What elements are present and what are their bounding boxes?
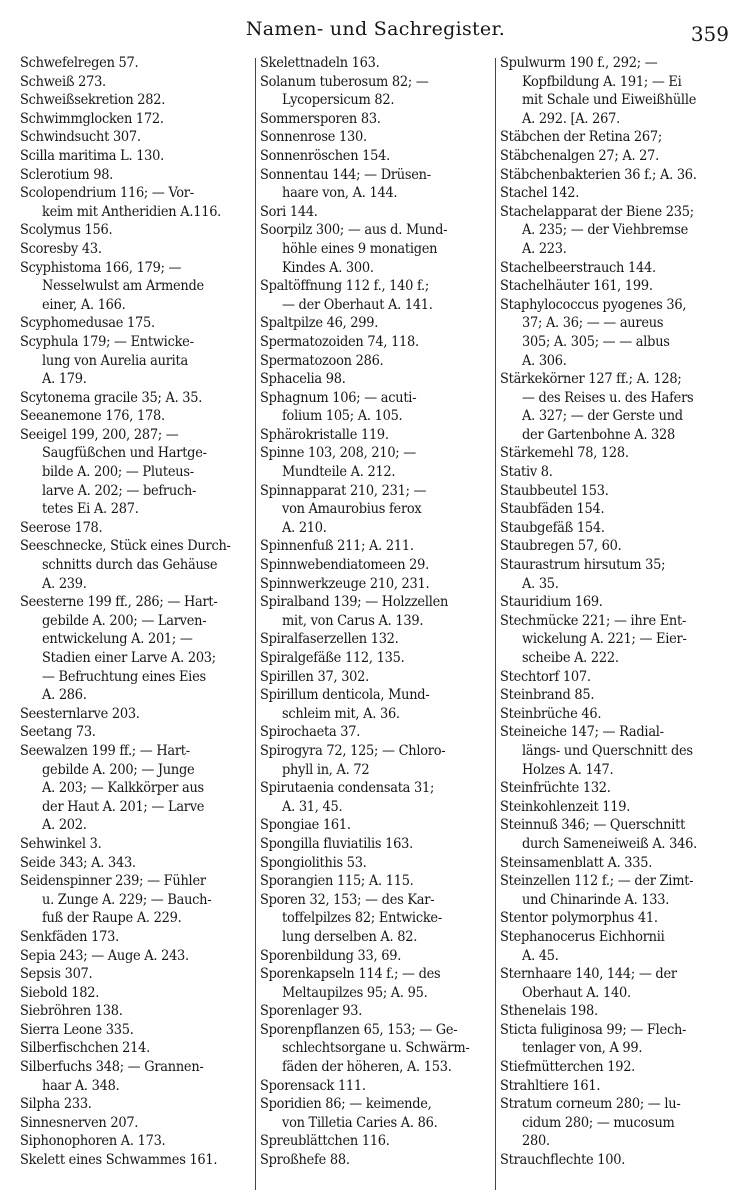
index-entry: Seetang 73. (20, 724, 96, 741)
index-entry-continuation: cidum 280; — mucosum (522, 1114, 675, 1131)
column-divider (255, 58, 256, 1190)
index-entry: Stachelhäuter 161, 199. (500, 278, 653, 295)
index-entry: Scolopendrium 116; — Vor- (20, 185, 194, 202)
index-entry-continuation: durch Sameneiweiß A. 346. (522, 835, 697, 852)
index-entry: Spermatozoon 286. (260, 352, 384, 369)
index-entry: Sinnesnerven 207. (20, 1114, 139, 1131)
index-entry: Spirillen 37, 302. (260, 668, 370, 685)
index-entry-continuation: A. 327; — der Gerste und (522, 408, 683, 425)
index-entry: Stativ 8. (500, 464, 553, 481)
index-entry: Seide 343; A. 343. (20, 854, 136, 871)
index-entry-continuation: Meltaupilzes 95; A. 95. (282, 984, 428, 1001)
index-entry: Staubgefäß 154. (500, 519, 605, 536)
index-entry-continuation: — der Oberhaut A. 141. (282, 296, 433, 313)
index-entry-continuation: A. 239. (42, 575, 87, 592)
index-entry: Staphylococcus pyogenes 36, (500, 296, 687, 313)
index-entry: Spiralband 139; — Holzzellen (260, 594, 449, 611)
index-entry: Spaltöffnung 112 f., 140 f.; (260, 278, 429, 295)
index-entry: Spiralfaserzellen 132. (260, 631, 399, 648)
index-entry-continuation: von Amaurobius ferox (282, 501, 422, 518)
index-entry: Spirutaenia condensata 31; (260, 780, 435, 797)
index-entry: Sporenbildung 33, 69. (260, 947, 402, 964)
index-entry: Schwindsucht 307. (20, 129, 141, 146)
index-entry: Sepia 243; — Auge A. 243. (20, 947, 189, 964)
index-entry: Staubbeutel 153. (500, 482, 609, 499)
index-column-2 (260, 54, 486, 1194)
index-entry: Steinkohlenzeit 119. (500, 798, 631, 815)
index-entry: Sporen 32, 153; — des Kar- (260, 891, 435, 908)
index-entry-continuation: — des Reises u. des Hafers (522, 389, 694, 406)
index-entry: Spinnwebendiatomeen 29. (260, 557, 430, 574)
index-entry: Stäbchen der Retina 267; (500, 129, 662, 146)
index-entry: Skelettnadeln 163. (260, 55, 380, 71)
index-entry: Sclerotium 98. (20, 166, 114, 183)
index-entry: Sonnentau 144; — Drüsen- (260, 166, 431, 183)
index-entry-continuation: toffelpilzes 82; Entwicke- (282, 910, 442, 927)
index-entry: Steinzellen 112 f.; — der Zimt- (500, 873, 694, 890)
index-entry: Siebröhren 138. (20, 1003, 123, 1020)
index-entry-continuation: Oberhaut A. 140. (522, 984, 631, 1001)
index-entry: Schweiß 273. (20, 73, 106, 90)
index-entry-continuation: A. 223. (522, 240, 567, 257)
index-entry-continuation: A. 35. (522, 575, 559, 592)
index-entry: Solanum tuberosum 82; — (260, 73, 429, 90)
index-column-1 (20, 54, 248, 1194)
index-entry: Stiefmütterchen 192. (500, 1059, 636, 1076)
index-entry: Spreublättchen 116. (260, 1133, 390, 1150)
index-entry: Sommersporen 83. (260, 110, 381, 127)
index-entry: Sporenlager 93. (260, 1003, 363, 1020)
index-entry: Seesterne 199 ff., 286; — Hart- (20, 594, 218, 611)
index-entry-continuation: A. 203; — Kalkkörper aus (42, 780, 204, 797)
index-entry: Seewalzen 199 ff.; — Hart- (20, 742, 190, 759)
index-entry-continuation: schnitts durch das Gehäuse (42, 557, 218, 574)
index-entry-continuation: gebilde A. 200; — Junge (42, 761, 195, 778)
index-entry: Sonnenröschen 154. (260, 147, 390, 164)
index-entry: Spinne 103, 208, 210; — (260, 445, 416, 462)
index-entry-continuation: gebilde A. 200; — Larven- (42, 612, 207, 629)
index-entry-continuation: A. 179. (42, 371, 87, 388)
index-entry-continuation: A. 235; — der Viehbremse (522, 222, 689, 239)
index-entry: Scytonema gracile 35; A. 35. (20, 389, 203, 406)
index-entry-continuation: wickelung A. 221; — Eier- (522, 631, 687, 648)
index-entry-continuation: entwickelung A. 201; — (42, 631, 193, 648)
index-entry-continuation: 305; A. 305; — — albus (522, 333, 670, 350)
index-entry: Scilla maritima L. 130. (20, 147, 165, 164)
index-entry: Sphagnum 106; — acuti- (260, 389, 417, 406)
index-entry: Stephanocerus Eichhornii (500, 928, 665, 945)
index-entry-continuation: A. 306. (522, 352, 567, 369)
index-entry: Stechmücke 221; — ihre Ent- (500, 612, 687, 629)
index-entry-continuation: der Haut A. 201; — Larve (42, 798, 205, 815)
index-entry: Silpha 233. (20, 1096, 92, 1113)
index-entry-continuation: A. 31, 45. (282, 798, 343, 815)
index-entry: Sonnenrose 130. (260, 129, 367, 146)
running-header (20, 14, 731, 48)
index-entry: Steinbrüche 46. (500, 705, 602, 722)
index-entry: Stäbchenalgen 27; A. 27. (500, 147, 660, 164)
index-entry-continuation: scheibe A. 222. (522, 650, 619, 666)
index-entry: Sporensack 111. (260, 1077, 366, 1094)
index-entry-continuation: u. Zunge A. 229; — Bauch- (42, 891, 212, 908)
index-entry: Staurastrum hirsutum 35; (500, 557, 666, 574)
index-entry: Sierra Leone 335. (20, 1021, 134, 1038)
index-entry-continuation: keim mit Antheridien A.116. (42, 203, 222, 220)
index-entry-continuation: — Befruchtung eines Eies (42, 668, 206, 685)
index-entry: Spinnapparat 210, 231; — (260, 482, 427, 499)
index-entry: Steinsamenblatt A. 335. (500, 854, 653, 871)
index-entry: Silberfischchen 214. (20, 1040, 150, 1057)
index-entry-continuation: Saugfüßchen und Hartge- (42, 445, 207, 462)
index-entry-continuation: haar A. 348. (42, 1077, 120, 1094)
index-entry-continuation: schleim mit, A. 36. (282, 705, 400, 722)
running-title: Namen- und Sachregister. (245, 18, 506, 40)
column-divider (495, 58, 496, 1190)
index-entry: Steineiche 147; — Radial- (500, 724, 664, 741)
index-entry-continuation: höhle eines 9 monatigen (282, 240, 438, 257)
index-entry: Spinnenfuß 211; A. 211. (260, 538, 414, 555)
index-entry: Scolymus 156. (20, 222, 113, 239)
index-entry: Spirogyra 72, 125; — Chloro- (260, 742, 446, 759)
index-entry: Sternhaare 140, 144; — der (500, 966, 677, 983)
index-entry: Schwefelregen 57. (20, 55, 139, 71)
index-entry-continuation: und Chinarinde A. 133. (522, 891, 670, 908)
index-entry: Schwimmglocken 172. (20, 110, 164, 127)
index-entry-continuation: bilde A. 200; — Pluteus- (42, 464, 194, 481)
index-entry-continuation: A. 286. (42, 687, 87, 704)
index-entry: Strauchflechte 100. (500, 1152, 626, 1169)
index-entry: Senkfäden 173. (20, 928, 119, 945)
index-entry: Sporidien 86; — keimende, (260, 1096, 432, 1113)
index-entry-continuation: 37; A. 36; — — aureus (522, 315, 664, 332)
index-entry: Sori 144. (260, 203, 318, 220)
index-entry: Stäbchenbakterien 36 f.; A. 36. (500, 166, 697, 183)
index-entry: Strahltiere 161. (500, 1077, 601, 1094)
index-column-3 (500, 54, 734, 1194)
index-entry: Siebold 182. (20, 984, 100, 1001)
index-entry: Spongiolithis 53. (260, 854, 367, 871)
index-entry-continuation: mit Schale und Eiweißhülle (522, 92, 697, 109)
index-entry: Spulwurm 190 f., 292; — (500, 55, 658, 71)
index-entry: Sporenpflanzen 65, 153; — Ge- (260, 1021, 458, 1038)
index-entry-continuation: A. 202. (42, 817, 87, 834)
page-number: 359 (690, 22, 729, 46)
index-entry: Spongilla fluviatilis 163. (260, 835, 413, 852)
index-entry: Sphärokristalle 119. (260, 426, 389, 443)
index-entry-continuation: A. 292. [A. 267. (522, 110, 620, 127)
index-entry: Stentor polymorphus 41. (500, 910, 658, 927)
index-entry: Siphonophoren A. 173. (20, 1133, 166, 1150)
index-entry-continuation: mit, von Carus A. 139. (282, 612, 424, 629)
index-entry: Spaltpilze 46, 299. (260, 315, 379, 332)
index-entry-continuation: phyll in, A. 72 (282, 761, 370, 778)
index-entry: Spinnwerkzeuge 210, 231. (260, 575, 430, 592)
index-entry-continuation: längs- und Querschnitt des (522, 742, 693, 759)
index-entry-continuation: schlechtsorgane u. Schwärm- (282, 1040, 470, 1057)
index-entry: Steinbrand 85. (500, 687, 595, 704)
index-entry-continuation: lung derselben A. 82. (282, 928, 418, 945)
index-entry-continuation: Stadien einer Larve A. 203; (42, 650, 216, 666)
index-entry: Spiralgefäße 112, 135. (260, 650, 405, 666)
index-entry: Spirochaeta 37. (260, 724, 361, 741)
index-entry-continuation: A. 210. (282, 519, 327, 536)
index-entry-continuation: 280. (522, 1133, 550, 1150)
index-entry: Scyphomedusae 175. (20, 315, 155, 332)
index-entry: Sproßhefe 88. (260, 1152, 350, 1169)
index-entry-continuation: der Gartenbohne A. 328 (522, 426, 676, 443)
index-entry: Seerose 178. (20, 519, 103, 536)
index-entry: Sticta fuliginosa 99; — Flech- (500, 1021, 687, 1038)
index-columns (20, 54, 734, 1194)
index-entry: Stärkekörner 127 ff.; A. 128; (500, 371, 682, 388)
index-entry-continuation: tetes Ei A. 287. (42, 501, 139, 518)
index-entry: Seeigel 199, 200, 287; — (20, 426, 179, 443)
index-entry: Schweißsekretion 282. (20, 92, 166, 109)
index-entry-continuation: Kindes A. 300. (282, 259, 374, 276)
index-entry: Stachelapparat der Biene 235; (500, 203, 694, 220)
index-entry: Staubregen 57, 60. (500, 538, 622, 555)
index-entry-continuation: tenlager von, A 99. (522, 1040, 643, 1057)
index-entry: Sporenkapseln 114 f.; — des (260, 966, 441, 983)
index-entry-continuation: Nesselwulst am Armende (42, 278, 204, 295)
index-entry-continuation: Holzes A. 147. (522, 761, 614, 778)
index-entry-continuation: haare von, A. 144. (282, 185, 398, 202)
index-entry: Scoresby 43. (20, 240, 102, 257)
index-entry: Seeschnecke, Stück eines Durch- (20, 538, 231, 555)
index-entry: Silberfuchs 348; — Grannen- (20, 1059, 204, 1076)
index-entry: Sepsis 307. (20, 966, 93, 983)
index-entry: Staubfäden 154. (500, 501, 605, 518)
index-entry: Stachel 142. (500, 185, 580, 202)
index-entry: Seesternlarve 203. (20, 705, 140, 722)
index-entry: Stärkemehl 78, 128. (500, 445, 629, 462)
index-entry: Sthenelais 198. (500, 1003, 598, 1020)
index-entry: Spermatozoiden 74, 118. (260, 333, 419, 350)
index-entry: Soorpilz 300; — aus d. Mund- (260, 222, 448, 239)
index-entry-continuation: larve A. 202; — befruch- (42, 482, 197, 499)
index-entry: Stratum corneum 280; — lu- (500, 1096, 681, 1113)
index-entry: Sporangien 115; A. 115. (260, 873, 414, 890)
index-entry-continuation: fuß der Raupe A. 229. (42, 910, 182, 927)
index-entry: Sphacelia 98. (260, 371, 346, 388)
index-entry: Skelett eines Schwammes 161. (20, 1152, 218, 1169)
index-entry: Sehwinkel 3. (20, 835, 102, 852)
index-entry: Scyphistoma 166, 179; — (20, 259, 182, 276)
index-entry-continuation: lung von Aurelia aurita (42, 352, 188, 369)
index-entry: Seeanemone 176, 178. (20, 408, 165, 425)
index-entry: Seidenspinner 239; — Fühler (20, 873, 206, 890)
index-entry: Scyphula 179; — Entwicke- (20, 333, 194, 350)
index-entry: Spirillum denticola, Mund- (260, 687, 430, 704)
index-entry-continuation: Lycopersicum 82. (282, 92, 395, 109)
index-entry: Stachelbeerstrauch 144. (500, 259, 656, 276)
index-entry: Steinfrüchte 132. (500, 780, 611, 797)
index-entry: Stechtorf 107. (500, 668, 591, 685)
index-entry-continuation: von Tilletia Caries A. 86. (282, 1114, 438, 1131)
index-entry: Steinnuß 346; — Querschnitt (500, 817, 686, 834)
index-entry-continuation: A. 45. (522, 947, 559, 964)
index-entry-continuation: einer, A. 166. (42, 296, 126, 313)
index-entry-continuation: Mundteile A. 212. (282, 464, 396, 481)
index-entry-continuation: Kopfbildung A. 191; — Ei (522, 73, 682, 90)
index-entry: Spongiae 161. (260, 817, 351, 834)
index-entry-continuation: folium 105; A. 105. (282, 408, 403, 425)
index-entry: Stauridium 169. (500, 594, 603, 611)
index-entry-continuation: fäden der höheren, A. 153. (282, 1059, 452, 1076)
